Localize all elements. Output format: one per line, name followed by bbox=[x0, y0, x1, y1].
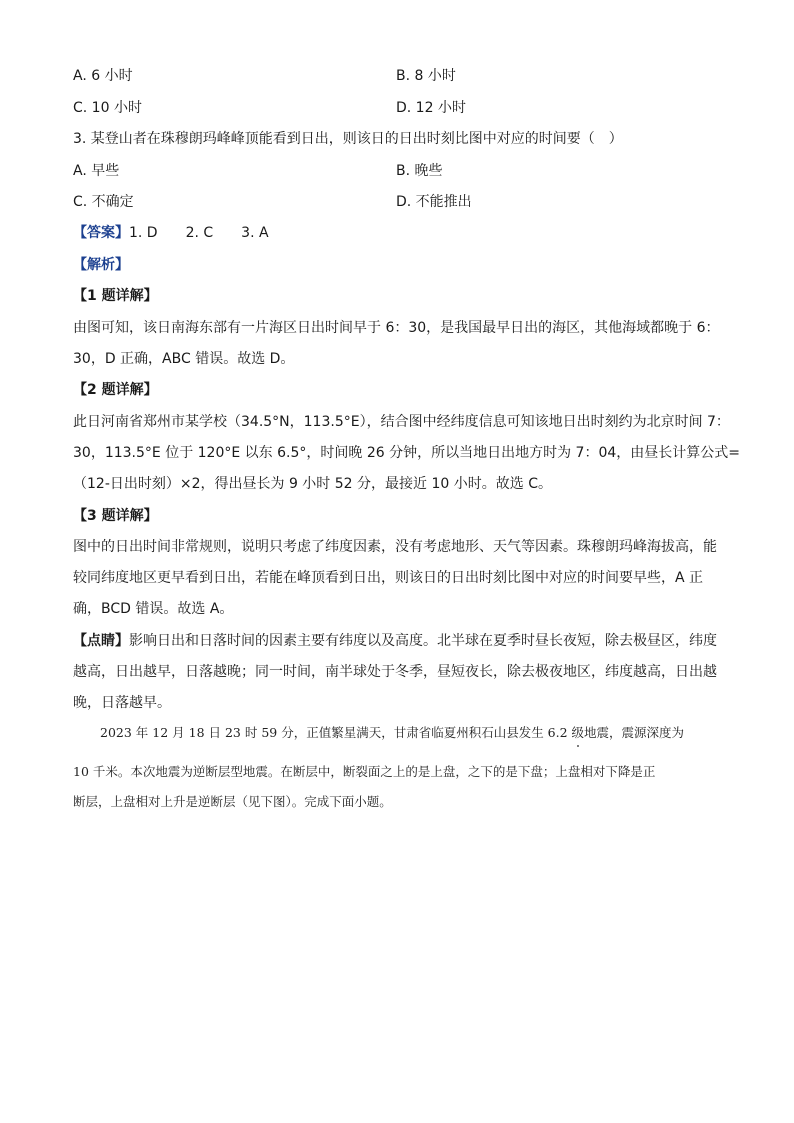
question-3-stem: 3. 某登山者在珠穆朗玛峰峰顶能看到日出，则该日的日出时刻比图中对应的时间要（ ） bbox=[73, 131, 623, 147]
option-q2-a: A. 6 小时 bbox=[73, 68, 133, 84]
remark-line: 越高，日出越早，日落越晚；同一时间，南半球处于冬季，昼短夜长，除去极夜地区，纬度越高，日出越 bbox=[73, 664, 717, 680]
option-q3-a: A. 早些 bbox=[73, 163, 120, 179]
remark-line: 晚，日落越早。 bbox=[73, 695, 171, 711]
detail-3-line: 图中的日出时间非常规则，说明只考虑了纬度因素，没有考虑地形、天气等因素。珠穆朗玛峰海拔高，能 bbox=[73, 539, 717, 555]
answer-line bbox=[73, 223, 269, 243]
passage-line: 10 千米。本次地震为逆断层型地震。在断层中，断裂面之上的是上盘，之下的是下盘；上盘相对下降是正 bbox=[73, 764, 656, 779]
analysis-tag: 【解析】 bbox=[73, 257, 129, 273]
answer-tag: 【答案】 bbox=[73, 225, 129, 241]
option-q2-d: D. 12 小时 bbox=[396, 100, 466, 116]
remark-tag: 【点睛】 bbox=[73, 633, 129, 649]
detail-1-line: 由图可知，该日南海东部有一片海区日出时间早于 6：30，是我国最早日出的海区，其他海域都晚于 6： bbox=[73, 320, 720, 336]
detail-1-tag: 【1 题详解】 bbox=[73, 288, 158, 304]
passage-line: 断层，上盘相对上升是逆断层（见下图）。完成下面小题。 bbox=[73, 794, 392, 809]
detail-2-line: （12-日出时刻）×2，得出昼长为 9 小时 52 分，最接近 10 小时。故选 C。 bbox=[73, 476, 552, 492]
answer-text: 1. D 2. C 3. A bbox=[129, 225, 269, 241]
detail-3-line: 确，BCD 错误。故选 A。 bbox=[73, 601, 234, 617]
option-q2-b: B. 8 小时 bbox=[396, 68, 456, 84]
detail-1-line: 30，D 正确，ABC 错误。故选 D。 bbox=[73, 351, 295, 367]
detail-2-line: 此日河南省郑州市某学校（34.5°N，113.5°E），结合图中经纬度信息可知该地日出时刻约为北京时间 7： bbox=[73, 414, 730, 430]
option-q3-d: D. 不能推出 bbox=[396, 194, 472, 210]
option-q2-c: C. 10 小时 bbox=[73, 100, 142, 116]
remark-first: 影响日出和日落时间的因素主要有纬度以及高度。北半球在夏季时昼长夜短，除去极昼区，纬度 bbox=[129, 633, 717, 649]
detail-3-tag: 【3 题详解】 bbox=[73, 508, 158, 524]
option-q3-c: C. 不确定 bbox=[73, 194, 134, 210]
detail-2-tag: 【2 题详解】 bbox=[73, 382, 158, 398]
remark-line bbox=[73, 631, 717, 651]
detail-3-line: 较同纬度地区更早看到日出，若能在峰顶看到日出，则该日的日出时刻比图中对应的时间要早些，A 正 bbox=[73, 570, 704, 586]
option-q3-b: B. 晚些 bbox=[396, 163, 443, 179]
speck-mark bbox=[577, 745, 579, 747]
passage-line: 2023 年 12 月 18 日 23 时 59 分，正值繁星满天，甘肃省临夏州积石山县发生 6.2 级地震，震源深度为 bbox=[100, 725, 685, 740]
detail-2-line: 30，113.5°E 位于 120°E 以东 6.5°，时间晚 26 分钟，所以当地日出地方时为 7：04，由昼长计算公式= bbox=[73, 445, 740, 461]
